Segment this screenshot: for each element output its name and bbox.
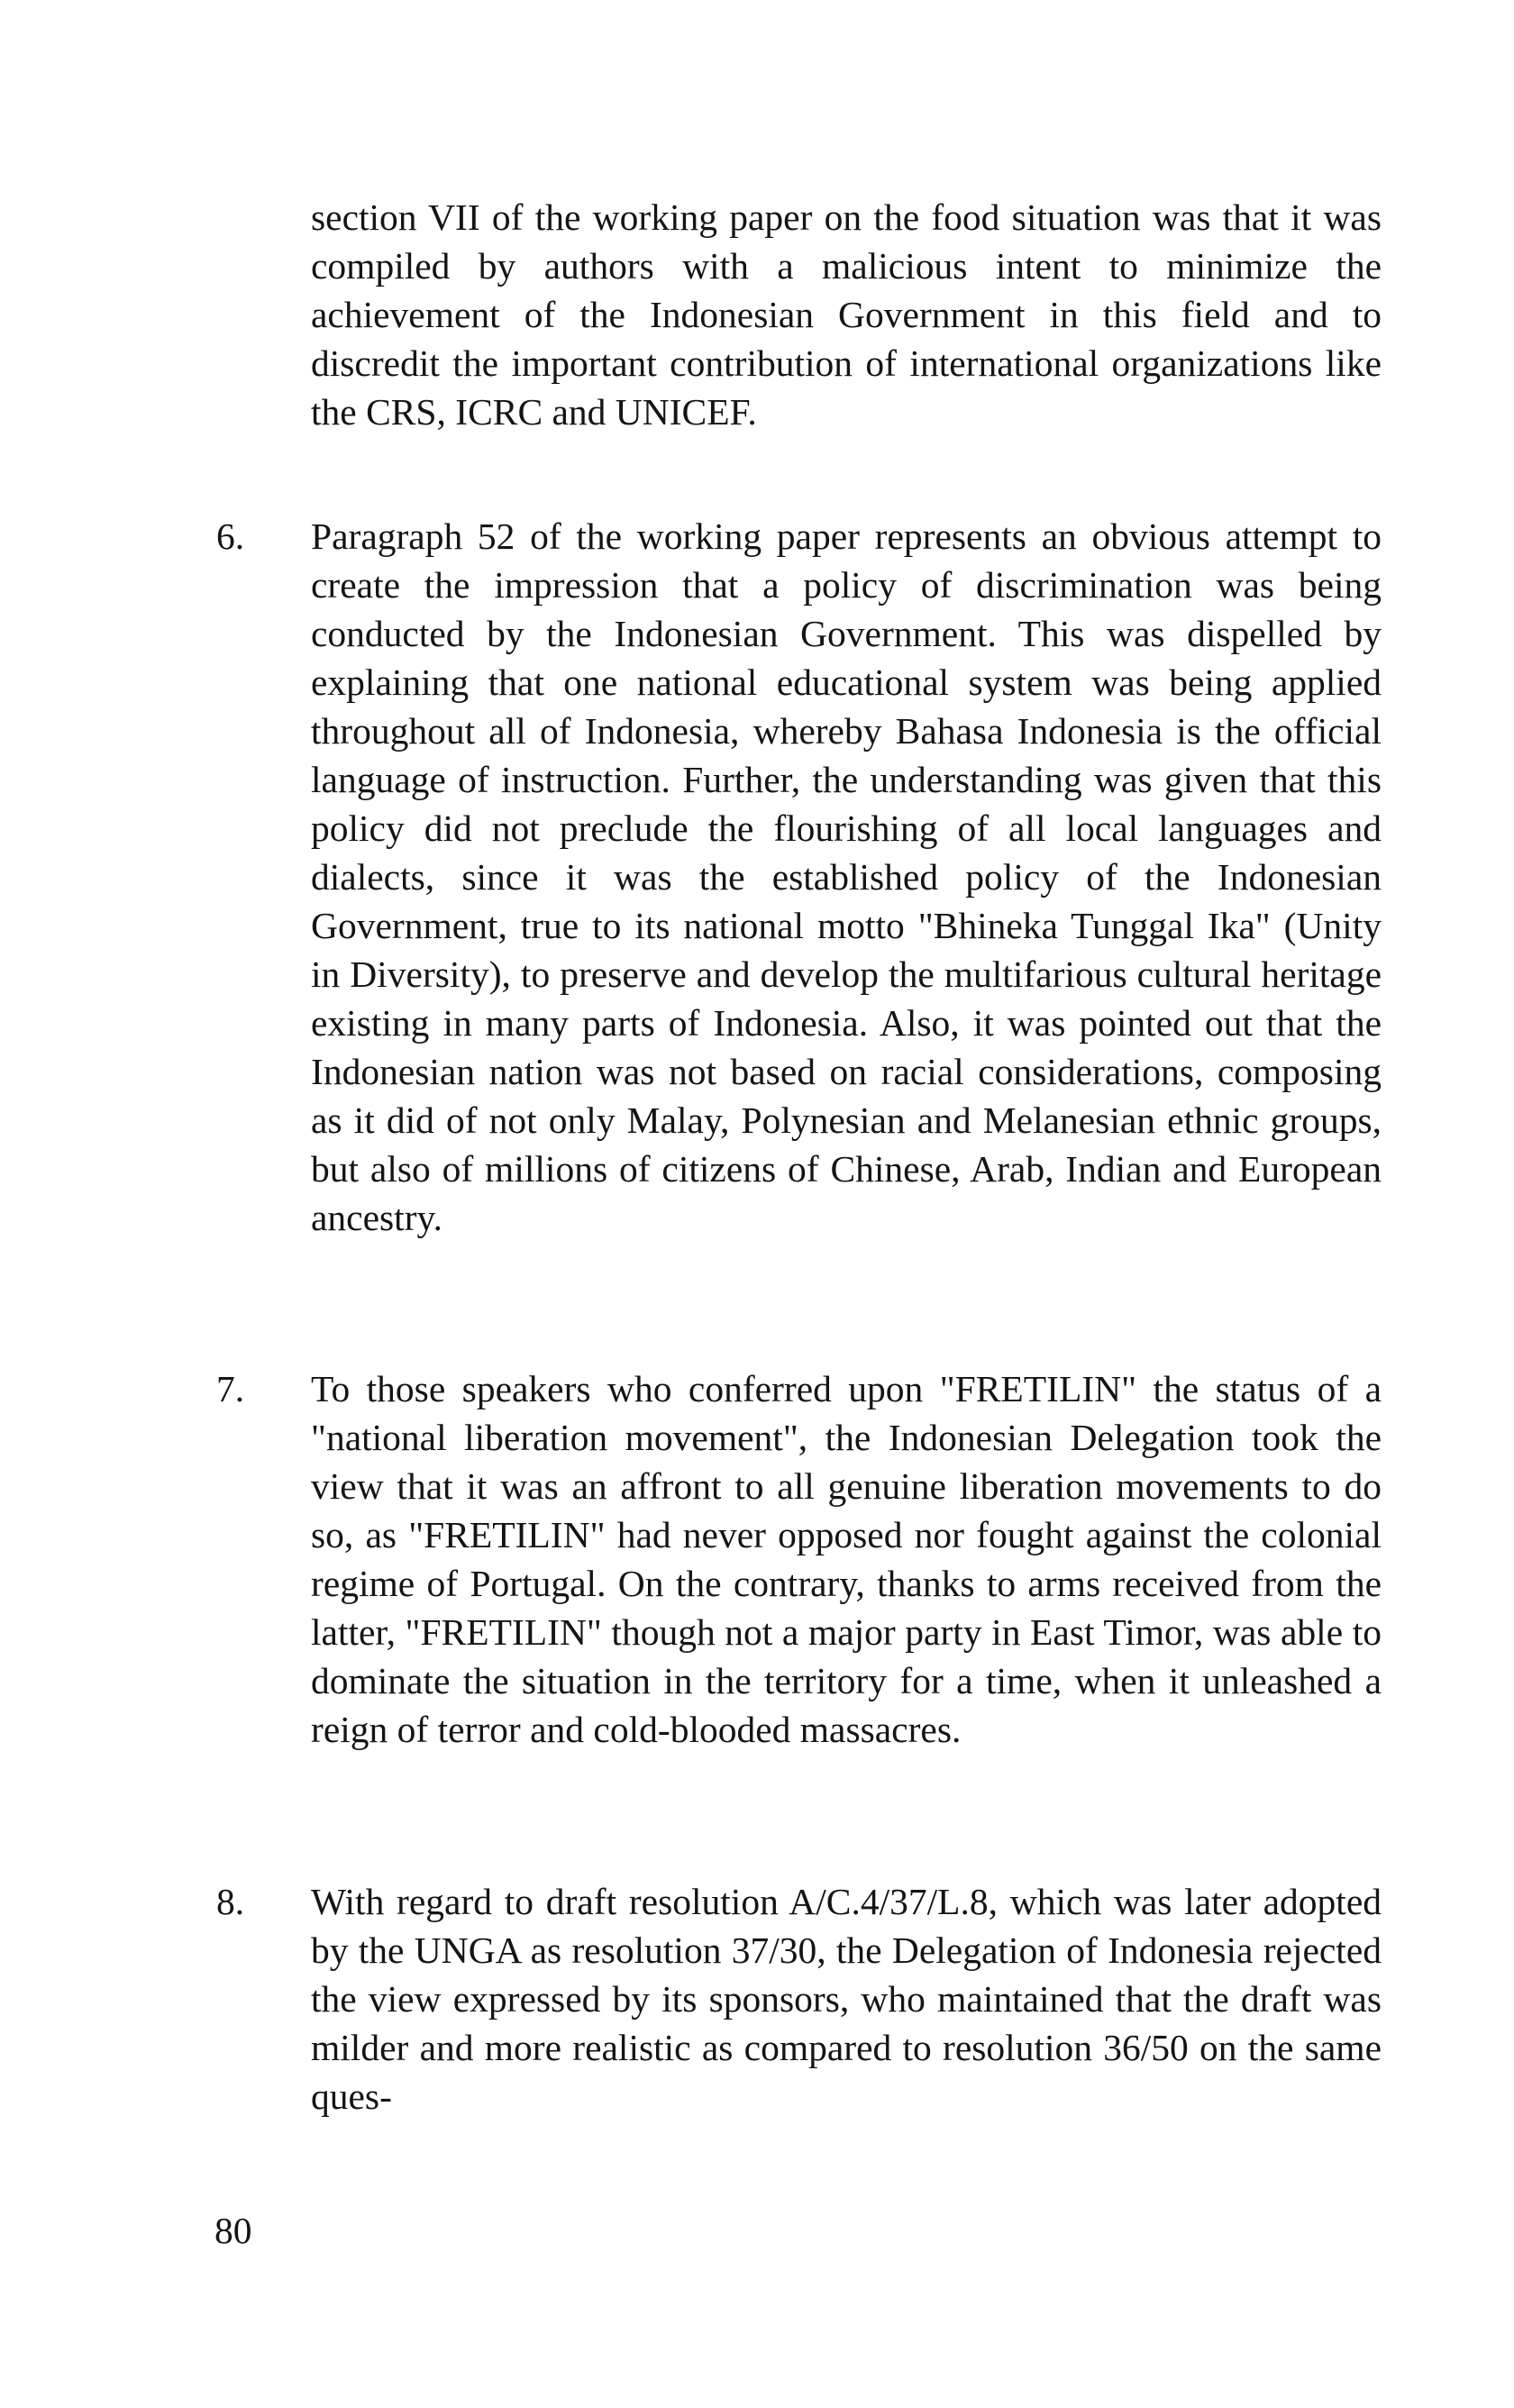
paragraph-6 bbox=[216, 512, 1382, 1242]
paragraph-text: With regard to draft resolution A/C.4/37/L.8, which was later adopted by the UNGA as resolution 37/30, the Delegation of Indonesia rejected the view expressed by its sponsors, who maintained that the draft was milder and more realistic as compared to resolution 36/50 on the same ques- bbox=[311, 1881, 1382, 2117]
paragraph-7 bbox=[216, 1364, 1382, 1754]
page-number: 80 bbox=[214, 2210, 252, 2251]
paragraph-number: 7. bbox=[216, 1368, 245, 1409]
paragraph-number: 8. bbox=[216, 1881, 245, 1922]
paragraph-text: Paragraph 52 of the working paper represents an obvious attempt to create the impression that a policy of discrimination was being conducted by the Indonesian Government. This was dispelled by explaining that one national educational system was being applied throughout all of Indonesia, whereby Bahasa Indonesia is the official language of instruction. Further, the understanding was given that this policy did not preclude the flourishing of all local languages and dialects, since it was the established policy of the Indonesian Government, true to its national motto "Bhineka Tunggal Ika" (Unity in Diversity), to preserve and develop the multifarious cultural heritage existing in many parts of Indonesia. Also, it was pointed out that the Indonesian nation was not based on racial considerations, composing as it did of not only Malay, Polynesian and Melanesian ethnic groups, but also of millions of citizens of Chinese, Arab, Indian and European ancestry. bbox=[311, 515, 1382, 1238]
paragraph-text: To those speakers who conferred upon "FRETILIN" the status of a "national liberation movement", the Indonesian Delegation took the view that it was an affront to all genuine liberation movements to do so, as "FRETILIN" had never opposed nor fought against the colonial regime of Portugal. On the contrary, thanks to arms received from the latter, "FRETILIN" though not a major party in East Timor, was able to dominate the situation in the territory for a time, when it unleashed a reign of terror and cold-blooded massacres. bbox=[311, 1368, 1382, 1750]
paragraph-8 bbox=[216, 1877, 1382, 2121]
intro-paragraph: section VII of the working paper on the food situation was that it was compiled by authors with a malicious intent to minimize the achievement of the Indonesian Government in this field and to discredit the important contribution of international organizations like the CRS, ICRC and UNICEF. bbox=[311, 196, 1382, 433]
paragraph-number: 6. bbox=[216, 515, 245, 557]
